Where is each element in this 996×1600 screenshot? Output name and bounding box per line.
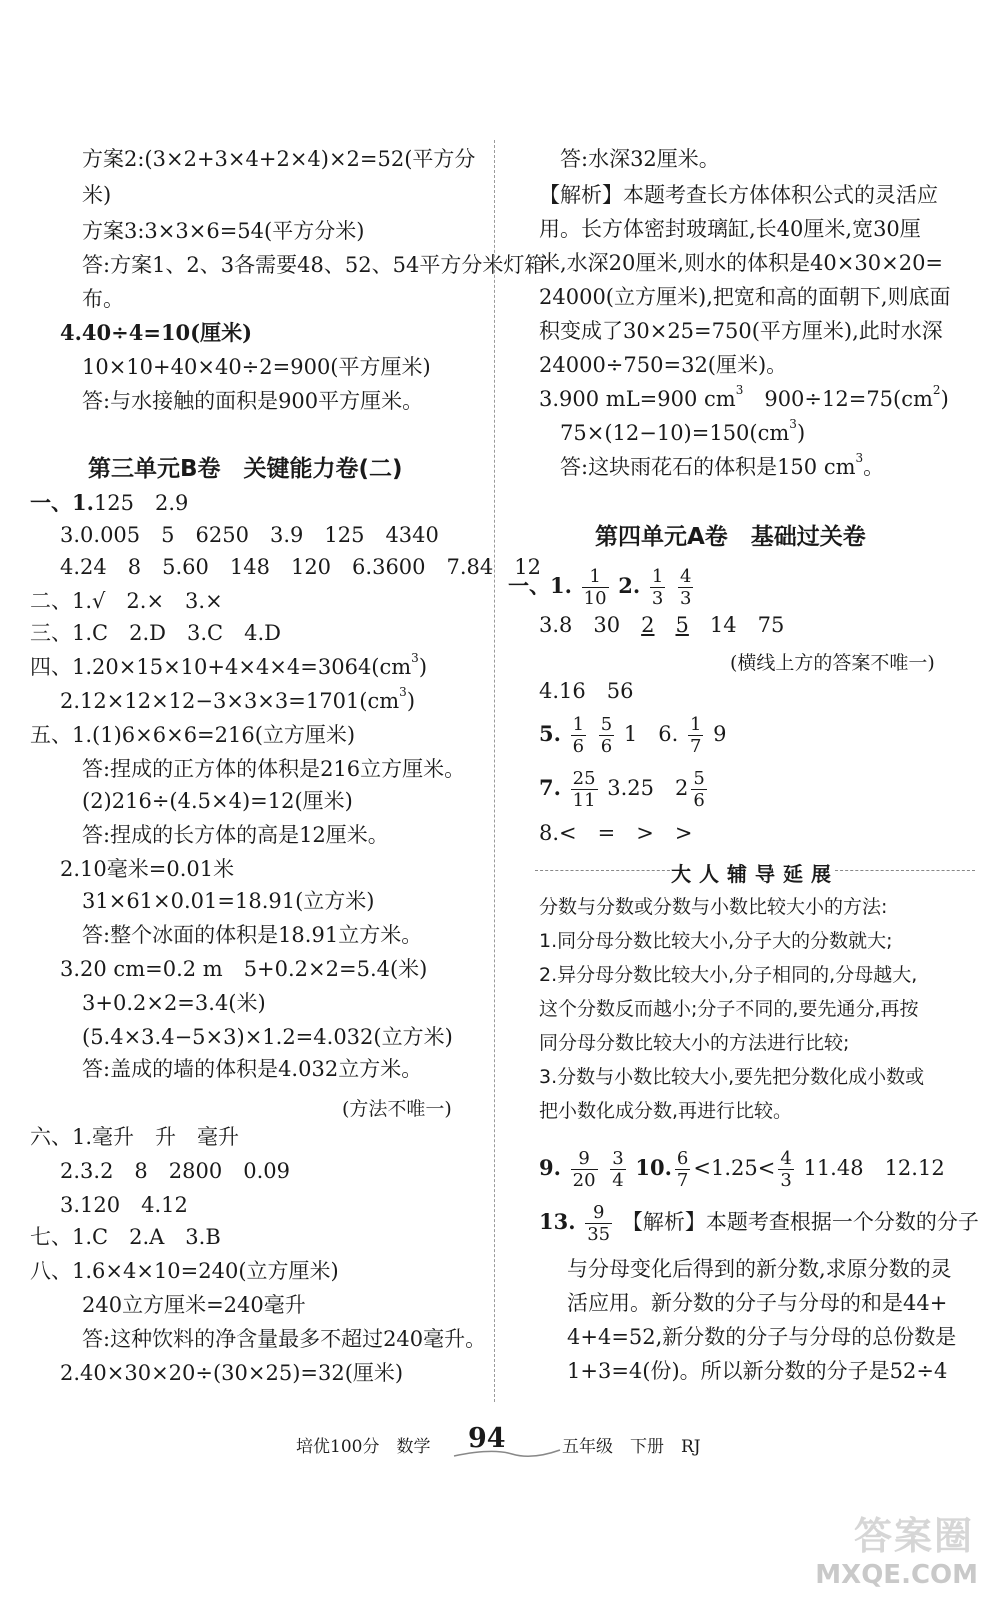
answer-text: 【解析】本题考查根据一个分数的分子 <box>621 1210 979 1234</box>
extension-text: 这个分数反而越小;分子不同的,要先通分,再按 <box>539 998 919 1020</box>
text-line: 10×10+40×40÷2=900(平方厘米) <box>82 355 431 379</box>
answer-line: 2.40×30×20÷(30×25)=32(厘米) <box>60 1361 404 1385</box>
answer-line: 答:盖成的墙的体积是4.032立方米。 <box>82 1057 423 1081</box>
text-line: 24000÷750=32(厘米)。 <box>539 353 788 377</box>
item-number: 2. <box>618 573 641 598</box>
text-line: 用。长方体密封玻璃缸,长40厘米,宽30厘 <box>539 217 921 241</box>
answer-line: 四、$1.20\times 15\times 10+4\times 4\times 4=3064(cm^3)$ <box>30 651 428 679</box>
page-number: 94 <box>468 1423 506 1454</box>
item-number: 一、1. <box>508 573 572 598</box>
answer-line: 答:这块雨花石的体积是150 $cm^3$。 <box>560 451 885 479</box>
text-line: 米) <box>82 183 112 207</box>
answer-line: 3.900 mL=900 $cm^3$ $900\div 12=75(cm^2)$ <box>539 383 949 411</box>
answer-line: $2.12\times 12\times 12-3\times 3\times 3=1701(cm^3)$ <box>60 685 416 713</box>
underlined-answer: 5 <box>675 613 689 637</box>
method-note: (横线上方的答案不唯一) <box>730 652 935 674</box>
answer-line: 六、1.毫升 升 毫升 <box>30 1125 240 1149</box>
answer-text: 75×(12−10)=150(cm <box>560 421 790 445</box>
answer-text: 125 2.9 <box>93 491 189 515</box>
section-title: 第三单元B卷 关键能力卷(二) <box>88 456 403 482</box>
answer-line: 答:捏成的正方体的体积是216立方厘米。 <box>82 757 466 781</box>
answer-line: 八、1.6×4×10=240(立方厘米) <box>30 1259 339 1283</box>
fraction: $\frac{1}{10}$ <box>583 566 607 609</box>
text-line: 24000(立方厘米),把宽和高的面朝下,则底面 <box>539 285 951 309</box>
extension-text: 同分母分数比较大小的方法进行比较; <box>539 1032 850 1054</box>
answer-line: (5.4×3.4−5×3)×1.2=4.032(立方米) <box>82 1025 453 1049</box>
text-line: 活应用。新分数的分子与分母的和是44+ <box>567 1291 948 1315</box>
swoosh-decoration <box>452 1446 562 1460</box>
answer-text: 9 <box>713 722 727 746</box>
text-line: 米,水深20厘米,则水的体积是40×30×20= <box>539 251 944 275</box>
fraction: $\frac{25}{11}$ <box>572 768 596 811</box>
answer-text: 3.25 2 <box>607 776 689 800</box>
fraction: $\frac{1}{3}$ <box>651 566 664 609</box>
text-line: 答:水深32厘米。 <box>560 147 720 171</box>
fraction: $\frac{1}{7}$ <box>690 714 702 757</box>
extension-text: 2.异分母分数比较大小,分子相同的,分母越大, <box>539 964 918 986</box>
extension-text: 1.同分母分数比较大小,分子大的分数就大; <box>539 930 893 952</box>
text-line: 4+4=52,新分数的分子与分母的总份数是 <box>567 1325 957 1349</box>
text-line: 方案3:3×3×6=54(平方分米) <box>82 219 365 243</box>
watermark-logo: 答案圈 <box>853 1514 974 1558</box>
item-number: 7. <box>539 775 561 800</box>
text-line: 1+3=4(份)。所以新分数的分子是52÷4 <box>567 1359 948 1383</box>
section-title: 第四单元A卷 基础过关卷 <box>595 524 866 550</box>
answer-line <box>539 1196 979 1248</box>
superscript: 3 <box>855 451 864 465</box>
answer-line: $75\times(12-10)=150(cm^3)$ <box>560 417 806 445</box>
answer-text: 3.8 30 <box>539 613 621 637</box>
answer-text: 2.12×12×12−3×3×3=1701(cm <box>60 689 400 713</box>
answer-text: <1.25< <box>693 1156 776 1180</box>
fraction: $\frac{5}{6}$ <box>600 714 613 757</box>
book-title: 培优100分 数学 <box>296 1437 431 1457</box>
text-line: 答:方案1、2、3各需要48、52、54平方分米灯箱 <box>82 253 546 277</box>
superscript: 3 <box>399 685 407 699</box>
answer-line: (2)216÷(4.5×4)=12(厘米) <box>82 789 353 813</box>
item-number: 10. <box>635 1155 672 1180</box>
answer-line <box>539 762 710 814</box>
text-line: 方案2:(3×2+3×4+2×4)×2=52(平方分 <box>82 147 476 171</box>
extension-title: 大人辅导延展 <box>671 862 839 886</box>
answer-line: 3+0.2×2=3.4(米) <box>82 991 266 1015</box>
answer-line: 240立方厘米=240毫升 <box>82 1293 306 1317</box>
answer-line <box>539 1142 945 1194</box>
answer-text: 四、1.20×15×10+4×4×4=3064(cm <box>30 655 412 679</box>
answer-line: 答:捏成的长方体的高是12厘米。 <box>82 823 389 847</box>
fraction: $\frac{4}{3}$ <box>679 566 692 609</box>
answer-line <box>508 560 696 612</box>
fraction: $\frac{9}{35}$ <box>587 1202 611 1245</box>
method-note: (方法不唯一) <box>342 1098 452 1120</box>
fraction: $\frac{4}{3}$ <box>780 1148 792 1191</box>
watermark-site: MXQE.COM <box>815 1560 978 1590</box>
answer-line: 3.0.005 5 6250 3.9 125 4340 <box>60 523 439 547</box>
text-line: 答:与水接触的面积是900平方厘米。 <box>82 389 424 413</box>
extension-text: 把小数化成分数,再进行比较。 <box>539 1100 793 1122</box>
fraction: $\frac{6}{7}$ <box>676 1148 689 1191</box>
answer-line: 2.3.2 8 2800 0.09 <box>60 1159 290 1183</box>
answer-text: 900÷12=75(cm <box>743 387 933 411</box>
item-number: 9. <box>539 1155 561 1180</box>
answer-line: 答:整个冰面的体积是18.91立方米。 <box>82 923 423 947</box>
answer-line: 五、1.(1)6×6×6=216(立方厘米) <box>30 723 356 747</box>
answer-line: 三、1.C 2.D 3.C 4.D <box>30 621 281 645</box>
watermark <box>808 1510 978 1590</box>
answer-line: 2.10毫米=0.01米 <box>60 857 235 881</box>
answer-line: 31×61×0.01=18.91(立方米) <box>82 889 375 913</box>
answer-line: 3.120 4.12 <box>60 1193 188 1217</box>
item-number: 13. <box>539 1209 576 1234</box>
answer-line: 8.< = > > <box>539 821 693 845</box>
column-divider <box>494 140 495 1402</box>
text-line: 4.40÷4=10(厘米) <box>60 320 253 345</box>
answer-line: 4.16 56 <box>539 679 634 703</box>
text-line: 布。 <box>82 287 124 311</box>
answer-text: 1 6. <box>623 722 679 746</box>
answer-line: 七、1.C 2.A 3.B <box>30 1225 221 1249</box>
text-line: 积变成了30×25=750(平方厘米),此时水深 <box>539 319 943 343</box>
text-line: 【解析】本题考查长方体体积公式的灵活应 <box>539 183 938 207</box>
superscript: 2 <box>932 383 941 397</box>
item-number: 一、1. <box>30 490 94 515</box>
answer-line: 答:这种饮料的净含量最多不超过240毫升。 <box>82 1327 487 1351</box>
superscript: 3 <box>411 651 419 665</box>
page-footer <box>0 1420 996 1460</box>
fraction: $\frac{5}{6}$ <box>693 768 705 811</box>
answer-line <box>30 488 188 518</box>
fraction: $\frac{9}{20}$ <box>572 1148 596 1191</box>
superscript: 3 <box>735 383 744 397</box>
extension-text: 分数与分数或分数与小数比较大小的方法: <box>539 896 888 918</box>
answer-line <box>539 708 727 760</box>
answer-line: 4.24 8 5.60 148 120 6.3600 7.84 12 <box>60 555 541 579</box>
underlined-answer: 2 <box>641 613 655 637</box>
grade-label: 五年级 下册 RJ <box>562 1437 701 1457</box>
item-number: 5. <box>539 721 561 746</box>
superscript: 3 <box>789 417 797 431</box>
answer-line: 3.20 cm=0.2 m 5+0.2×2=5.4(米) <box>60 957 428 981</box>
extension-text: 3.分数与小数比较大小,要先把分数化成小数或 <box>539 1066 925 1088</box>
fraction: $\frac{3}{4}$ <box>612 1148 624 1191</box>
answer-text: 14 75 <box>709 613 785 637</box>
answer-line <box>539 610 784 640</box>
extension-header <box>535 858 975 884</box>
answer-text: 答:这块雨花石的体积是150 cm <box>560 455 856 479</box>
answer-line: 二、1.√ 2.× 3.× <box>30 589 223 613</box>
fraction: $\frac{1}{6}$ <box>572 714 585 757</box>
text-line: 与分母变化后得到的新分数,求原分数的灵 <box>567 1257 952 1281</box>
answer-text: 3.900 mL=900 cm <box>539 387 736 411</box>
answer-text: 11.48 12.12 <box>803 1156 945 1180</box>
